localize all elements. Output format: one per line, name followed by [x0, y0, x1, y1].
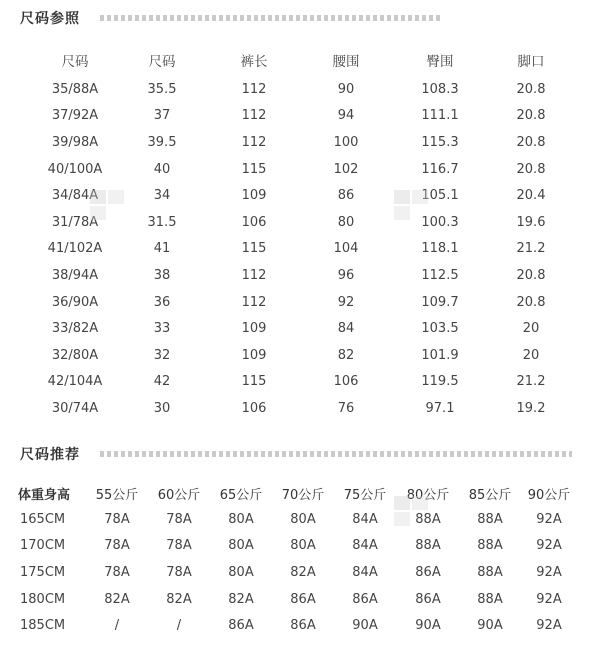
table-cell: 111.1 [421, 108, 459, 124]
table-cell: 86A [290, 591, 316, 607]
size-recommend-header-cell: 75公斤 [343, 487, 387, 503]
table-cell: 115.3 [421, 134, 459, 150]
table-cell: 90A [477, 618, 503, 634]
table-row [34, 289, 574, 316]
table-cell: 82A [166, 591, 192, 607]
table-cell: 20.8 [516, 161, 546, 177]
table-row [18, 559, 578, 586]
table-cell: 20.8 [516, 134, 546, 150]
table-cell: 170CM [20, 538, 66, 554]
table-cell: 32 [153, 347, 171, 363]
table-cell: 41 [153, 241, 171, 257]
size-recommend-header-cell: 55公斤 [95, 487, 139, 503]
table-cell: 175CM [20, 564, 66, 580]
table-row [34, 395, 574, 422]
table-cell: 20.8 [516, 108, 546, 124]
table-cell: 80A [228, 538, 254, 554]
size-reference-header [20, 8, 580, 28]
table-cell: 101.9 [421, 347, 459, 363]
table-cell: 21.2 [516, 241, 546, 257]
table-row [18, 586, 578, 613]
table-cell: 100.3 [421, 214, 459, 230]
table-cell: 109.7 [421, 294, 459, 310]
table-cell: 82A [290, 564, 316, 580]
table-cell: 39/98A [51, 134, 99, 150]
table-row [34, 262, 574, 289]
table-cell: 185CM [20, 618, 66, 634]
size-recommend-header-cell: 70公斤 [281, 487, 325, 503]
table-cell: 88A [477, 511, 503, 527]
size-reference-header-cell: 裤长 [240, 54, 268, 70]
table-cell: 109 [241, 347, 267, 363]
table-cell: 80 [337, 214, 355, 230]
table-cell: 106 [241, 400, 267, 416]
table-cell: 88A [477, 538, 503, 554]
table-cell: 92 [337, 294, 355, 310]
table-cell: 104 [333, 241, 359, 257]
table-cell: 38 [153, 267, 171, 283]
size-recommend-header-row [18, 480, 578, 506]
table-row [18, 612, 578, 639]
table-cell: 92A [536, 564, 562, 580]
table-cell: 96 [337, 267, 355, 283]
table-cell: 76 [337, 400, 355, 416]
table-cell: 40 [153, 161, 171, 177]
table-cell: 112 [241, 134, 267, 150]
size-recommend-note [100, 451, 572, 457]
table-cell: 115 [241, 161, 267, 177]
size-reference-table [34, 44, 574, 422]
table-cell: 20 [522, 321, 540, 337]
table-cell: 20.8 [516, 294, 546, 310]
table-cell: 36/90A [51, 294, 99, 310]
table-row [34, 236, 574, 263]
table-cell: 112 [241, 108, 267, 124]
table-cell: 109 [241, 188, 267, 204]
table-row [34, 103, 574, 130]
table-cell: 20.8 [516, 81, 546, 97]
table-cell: 30/74A [51, 400, 99, 416]
size-recommend-table [18, 480, 578, 639]
size-recommend-header-cell: 80公斤 [406, 487, 450, 503]
table-cell: 116.7 [421, 161, 459, 177]
table-cell: 34 [153, 188, 171, 204]
table-cell: 20.8 [516, 267, 546, 283]
table-cell: / [176, 618, 182, 634]
table-cell: 84 [337, 321, 355, 337]
table-cell: 36 [153, 294, 171, 310]
table-cell: 78A [166, 564, 192, 580]
table-cell: 33/82A [51, 321, 99, 337]
table-cell: 40/100A [47, 161, 103, 177]
table-row [34, 129, 574, 156]
table-row [34, 182, 574, 209]
table-cell: 88A [415, 538, 441, 554]
table-cell: 112 [241, 267, 267, 283]
table-row [34, 156, 574, 183]
table-cell: 102 [333, 161, 359, 177]
table-cell: 92A [536, 511, 562, 527]
table-cell: 37/92A [51, 108, 99, 124]
table-cell: / [114, 618, 120, 634]
size-recommend-header [20, 444, 580, 464]
table-cell: 80A [290, 538, 316, 554]
size-recommend-header-cell: 60公斤 [157, 487, 201, 503]
table-cell: 31.5 [147, 214, 177, 230]
table-row [34, 76, 574, 103]
size-recommend-header-cell: 65公斤 [219, 487, 263, 503]
table-cell: 35.5 [147, 81, 177, 97]
table-cell: 86A [415, 564, 441, 580]
table-cell: 92A [536, 538, 562, 554]
table-cell: 119.5 [421, 374, 459, 390]
size-reference-header-cell: 尺码 [148, 54, 176, 70]
table-cell: 100 [333, 134, 359, 150]
table-cell: 78A [166, 511, 192, 527]
table-cell: 42/104A [47, 374, 103, 390]
table-cell: 82 [337, 347, 355, 363]
table-cell: 165CM [20, 511, 66, 527]
table-cell: 42 [153, 374, 171, 390]
table-cell: 32/80A [51, 347, 99, 363]
size-recommend-header-cell: 85公斤 [468, 487, 512, 503]
table-cell: 20.4 [516, 188, 546, 204]
table-cell: 78A [104, 511, 130, 527]
table-cell: 88A [477, 591, 503, 607]
table-cell: 94 [337, 108, 355, 124]
table-cell: 86 [337, 188, 355, 204]
table-cell: 92A [536, 618, 562, 634]
table-cell: 115 [241, 374, 267, 390]
table-cell: 180CM [20, 591, 66, 607]
table-cell: 19.6 [516, 214, 546, 230]
size-reference-header-cell: 臀围 [426, 54, 454, 70]
size-reference-header-cell: 腰围 [332, 54, 360, 70]
table-cell: 86A [290, 618, 316, 634]
table-row [34, 369, 574, 396]
table-cell: 90A [415, 618, 441, 634]
table-row [18, 533, 578, 560]
table-cell: 30 [153, 400, 171, 416]
table-row [18, 506, 578, 533]
table-cell: 103.5 [421, 321, 459, 337]
table-cell: 84A [352, 564, 378, 580]
table-cell: 78A [166, 538, 192, 554]
table-cell: 82A [228, 591, 254, 607]
size-reference-header-cell: 尺码 [61, 54, 89, 70]
table-cell: 106 [241, 214, 267, 230]
table-cell: 97.1 [425, 400, 455, 416]
table-row [34, 315, 574, 342]
table-cell: 92A [536, 591, 562, 607]
table-cell: 38/94A [51, 267, 99, 283]
table-cell: 34/84A [51, 188, 99, 204]
table-row [34, 209, 574, 236]
table-cell: 78A [104, 564, 130, 580]
table-cell: 35/88A [51, 81, 99, 97]
table-cell: 84A [352, 511, 378, 527]
table-cell: 20 [522, 347, 540, 363]
table-cell: 90A [352, 618, 378, 634]
size-reference-note [100, 15, 440, 21]
table-cell: 86A [228, 618, 254, 634]
table-cell: 80A [290, 511, 316, 527]
table-cell: 90 [337, 81, 355, 97]
table-cell: 112.5 [421, 267, 459, 283]
table-cell: 115 [241, 241, 267, 257]
table-cell: 37 [153, 108, 171, 124]
size-recommend-header-cell: 体重身高 [18, 487, 71, 503]
table-cell: 41/102A [47, 241, 103, 257]
size-recommend-header-cell: 90公斤 [527, 487, 571, 503]
table-cell: 84A [352, 538, 378, 554]
table-cell: 105.1 [421, 188, 459, 204]
table-cell: 33 [153, 321, 171, 337]
size-recommend-title: 尺码推荐 [20, 447, 80, 463]
table-cell: 112 [241, 81, 267, 97]
table-cell: 88A [477, 564, 503, 580]
table-cell: 118.1 [421, 241, 459, 257]
table-cell: 21.2 [516, 374, 546, 390]
table-row [34, 342, 574, 369]
size-reference-header-cell: 脚口 [517, 54, 545, 70]
table-cell: 31/78A [51, 214, 99, 230]
table-cell: 112 [241, 294, 267, 310]
table-cell: 78A [104, 538, 130, 554]
table-cell: 88A [415, 511, 441, 527]
table-cell: 19.2 [516, 400, 546, 416]
table-cell: 80A [228, 511, 254, 527]
table-cell: 106 [333, 374, 359, 390]
table-cell: 108.3 [421, 81, 459, 97]
table-cell: 109 [241, 321, 267, 337]
table-cell: 82A [104, 591, 130, 607]
table-cell: 86A [352, 591, 378, 607]
size-reference-header-row [34, 44, 574, 76]
size-reference-title: 尺码参照 [20, 11, 80, 27]
table-cell: 80A [228, 564, 254, 580]
table-cell: 86A [415, 591, 441, 607]
table-cell: 39.5 [147, 134, 177, 150]
